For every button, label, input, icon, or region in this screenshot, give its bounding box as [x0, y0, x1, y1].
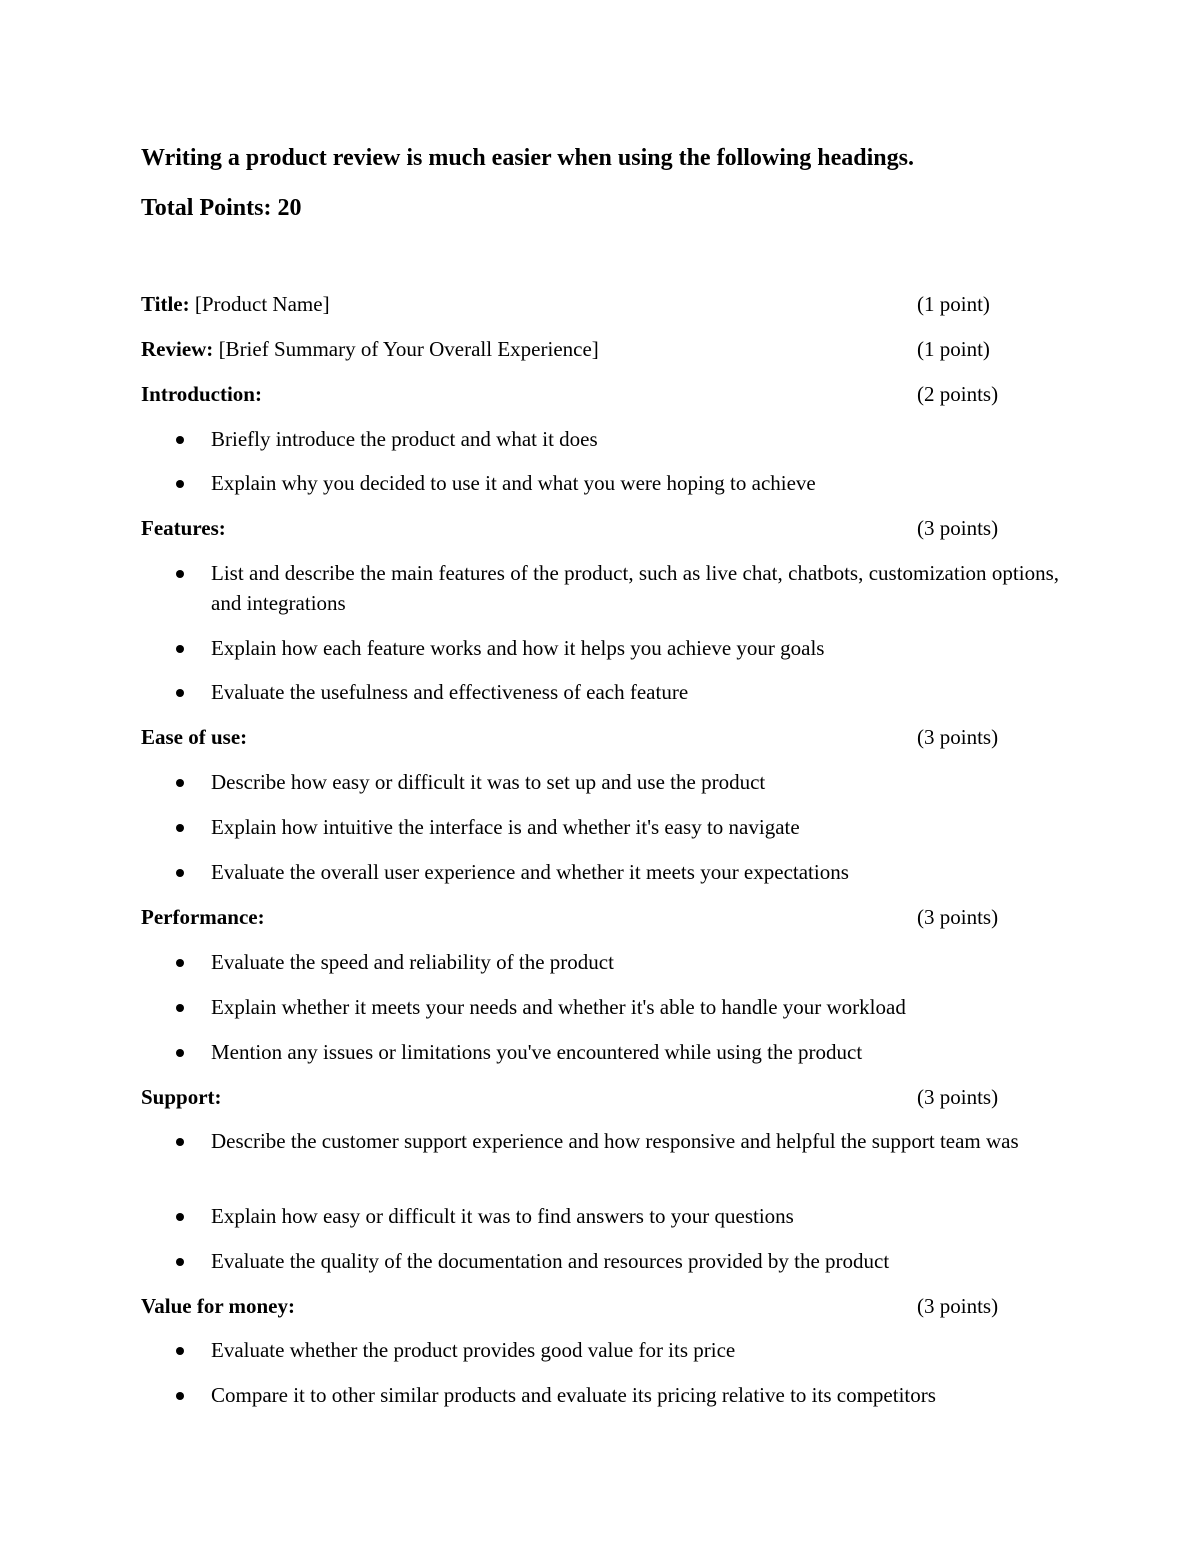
bullet-icon [176, 824, 184, 832]
list-item-text: Compare it to other similar products and evaluate its pricing relative to its competitors [211, 1383, 936, 1407]
list-item-text: Briefly introduce the product and what it does [211, 427, 598, 451]
section-heading-value-for-money [141, 1291, 1059, 1321]
list-item-text: Explain how intuitive the interface is and whether it's easy to navigate [211, 815, 800, 839]
list-item [141, 633, 1059, 663]
list-item [141, 424, 1059, 454]
section-heading-ease-of-use [141, 722, 1059, 752]
list-item [141, 677, 1059, 707]
list-item [141, 767, 1059, 797]
bullet-icon [176, 480, 184, 488]
review-points: (1 point) [917, 337, 990, 361]
section-points: (2 points) [917, 382, 999, 406]
list-item-text: Describe the customer support experience and how responsive and helpful the support team was [211, 1129, 1019, 1153]
bullet-icon [176, 1392, 184, 1400]
section-heading-label: Features: [141, 516, 226, 540]
section-heading-introduction [141, 379, 1059, 409]
section-heading-label: Value for money: [141, 1294, 295, 1318]
section-heading-label: Support: [141, 1085, 222, 1109]
title-label: Title: [141, 292, 190, 316]
section-points: (3 points) [917, 1294, 999, 1318]
list-item-text: Evaluate the speed and reliability of the product [211, 950, 614, 974]
review-label: Review: [141, 337, 214, 361]
section-heading-features [141, 513, 1059, 543]
bullet-icon [176, 1213, 184, 1221]
list-item-text: Evaluate whether the product provides good value for its price [211, 1338, 736, 1362]
section-points: (3 points) [917, 516, 999, 540]
section-points: (3 points) [917, 905, 999, 929]
title-line [141, 289, 1059, 319]
list-item [141, 1380, 1059, 1410]
total-points: Total Points: 20 [141, 195, 302, 221]
bullet-icon [176, 1347, 184, 1355]
section-heading-support [141, 1082, 1059, 1112]
bullet-icon [176, 645, 184, 653]
section-heading-label: Introduction: [141, 382, 262, 406]
list-item [141, 558, 1059, 618]
bullet-icon [176, 779, 184, 787]
list-item-text: Evaluate the quality of the documentation and resources provided by the product [211, 1249, 890, 1273]
section-points: (3 points) [917, 725, 999, 749]
bullet-icon [176, 959, 184, 967]
list-item [141, 468, 1059, 498]
list-item [141, 1201, 1059, 1231]
list-item [141, 1246, 1059, 1276]
section-heading-performance [141, 902, 1059, 932]
list-item [141, 1335, 1059, 1365]
bullet-icon [176, 436, 184, 444]
list-item [141, 1126, 1059, 1156]
list-item-text: Evaluate the usefulness and effectiveness of each feature [211, 680, 689, 704]
list-item-text: Mention any issues or limitations you've encountered while using the product [211, 1040, 863, 1064]
list-item [141, 812, 1059, 842]
list-item-text: Evaluate the overall user experience and whether it meets your expectations [211, 860, 849, 884]
list-item-text: Explain why you decided to use it and what you were hoping to achieve [211, 471, 816, 495]
review-value: [Brief Summary of Your Overall Experience] [213, 337, 599, 361]
document-title: Writing a product review is much easier when using the following headings. [141, 145, 914, 171]
list-item [141, 1037, 1059, 1067]
section-heading-label: Performance: [141, 905, 265, 929]
review-line [141, 334, 1059, 364]
bullet-icon [176, 1049, 184, 1057]
title-value: [Product Name] [189, 292, 330, 316]
bullet-icon [176, 1258, 184, 1266]
list-item [141, 992, 1059, 1022]
list-item-text: Explain whether it meets your needs and whether it's able to handle your workload [211, 995, 906, 1019]
bullet-icon [176, 869, 184, 877]
list-item [141, 857, 1059, 887]
section-heading-label: Ease of use: [141, 725, 248, 749]
section-points: (3 points) [917, 1085, 999, 1109]
bullet-icon [176, 689, 184, 697]
list-item-text: List and describe the main features of the product, such as live chat, chatbots, customization options, and integrations [211, 561, 1059, 615]
list-item-text: Explain how each feature works and how it helps you achieve your goals [211, 636, 825, 660]
list-item-text: Describe how easy or difficult it was to set up and use the product [211, 770, 766, 794]
bullet-icon [176, 1138, 184, 1146]
list-item-text: Explain how easy or difficult it was to find answers to your questions [211, 1204, 794, 1228]
bullet-icon [176, 570, 184, 578]
title-points: (1 point) [917, 292, 990, 316]
bullet-icon [176, 1004, 184, 1012]
list-item [141, 947, 1059, 977]
